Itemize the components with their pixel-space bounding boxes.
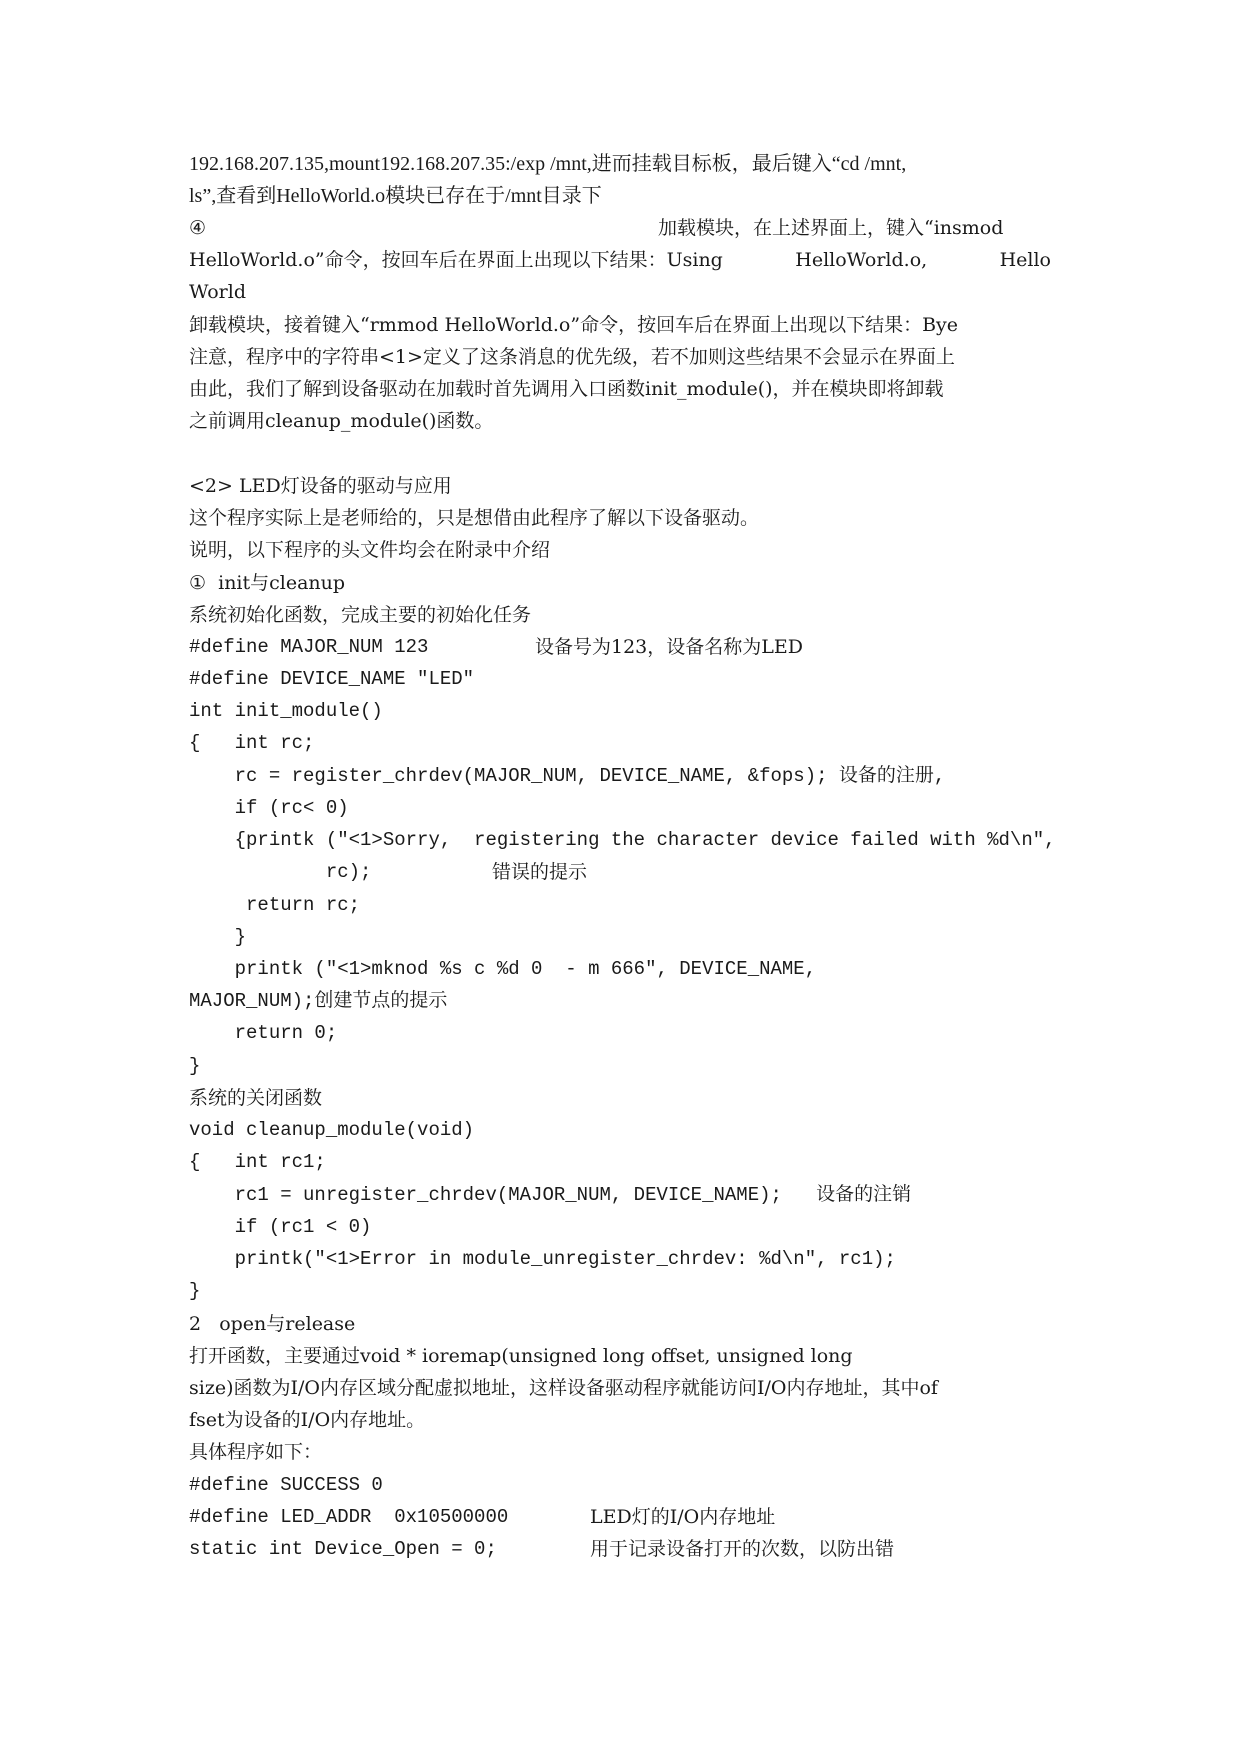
text-line: 打开函数，主要通过void * ioremap(unsigned long offset, unsigned long (189, 1345, 853, 1367)
circled-number-4: ④ (189, 217, 207, 239)
text-line: 192.168.207.135,mount192.168.207.35:/exp /mnt,进而挂载目标板，最后键入“cd /mnt, (189, 153, 907, 175)
code-line: #define MAJOR_NUM 123 (189, 636, 429, 658)
text-line: 由此，我们了解到设备驱动在加载时首先调用入口函数init_module()，并在模块即将卸载 (189, 378, 944, 400)
code-line: static int Device_Open = 0; (189, 1538, 497, 1560)
text-segment: HelloWorld.o, (795, 249, 928, 271)
text-line: 注意，程序中的字符串<1>定义了这条消息的优先级，若不加则这些结果不会显示在界面上 (189, 346, 955, 368)
code-line: #define LED_ADDR 0x10500000 (189, 1506, 509, 1528)
code-line: return 0; (189, 1022, 338, 1044)
text-line: 之前调用cleanup_module()函数。 (189, 410, 494, 432)
code-line: return rc; (189, 894, 361, 916)
code-line: if (rc1 < 0) (189, 1216, 372, 1238)
text-line: World (189, 281, 246, 303)
code-line: void cleanup_module(void) (189, 1119, 475, 1141)
text-segment: HelloWorld.o”命令，按回车后在界面上出现以下结果：Using (189, 249, 723, 271)
code-line: MAJOR_NUM);创建节点的提示 (189, 990, 448, 1012)
code-comment: LED灯的I/O内存地址 (590, 1506, 776, 1528)
text-line: 具体程序如下： (189, 1441, 323, 1463)
code-line: {printk ("<1>Sorry, registering the character device failed with %d\n", (189, 829, 1056, 851)
code-comment: 错误的提示 (492, 861, 588, 883)
code-line: rc = register_chrdev(MAJOR_NUM, DEVICE_NAME, &fops); 设备的注册, (189, 765, 946, 787)
code-comment: 设备号为123，设备名称为LED (535, 636, 803, 658)
code-line: } (189, 1280, 201, 1302)
text-line: size)函数为I/O内存区域分配虚拟地址，这样设备驱动程序就能访问I/O内存地址，其中of (189, 1377, 938, 1399)
code-line: #define SUCCESS 0 (189, 1474, 383, 1496)
text-line: 说明，以下程序的头文件均会在附录中介绍 (189, 539, 551, 561)
code-line: int init_module() (189, 700, 383, 722)
text-segment: Hello (999, 249, 1051, 271)
code-line: { int rc; (189, 732, 315, 754)
text-line: fset为设备的I/O内存地址。 (189, 1409, 426, 1431)
code-line: { int rc1; (189, 1151, 326, 1173)
code-line: } (189, 926, 247, 948)
code-line: if (rc< 0) (189, 797, 349, 819)
subsection-heading: ① init与cleanup (189, 572, 346, 594)
code-line: } (189, 1055, 201, 1077)
code-line: printk("<1>Error in module_unregister_chrdev: %d\n", rc1); (189, 1248, 896, 1270)
text-line: 卸载模块，接着键入“rmmod HelloWorld.o”命令，按回车后在界面上出现以下结果：Bye (189, 314, 959, 336)
code-line: printk ("<1>mknod %s c %d 0 - m 666", DEVICE_NAME, (189, 958, 817, 980)
code-line: #define DEVICE_NAME "LED" (189, 668, 475, 690)
text-line: 这个程序实际上是老师给的，只是想借由此程序了解以下设备驱动。 (189, 507, 760, 529)
text-line: 加载模块，在上述界面上，键入“insmod (658, 217, 1004, 239)
subsection-heading: 2 open与release (189, 1313, 356, 1335)
code-line: rc); (189, 861, 372, 883)
text-line-justified (189, 248, 1051, 272)
section-heading: <2> LED灯设备的驱动与应用 (189, 475, 452, 497)
code-comment: 用于记录设备打开的次数，以防出错 (590, 1538, 895, 1560)
text-line: 系统初始化函数，完成主要的初始化任务 (189, 604, 532, 626)
text-line: ls”,查看到HelloWorld.o模块已存在于/mnt目录下 (189, 185, 602, 207)
code-line: rc1 = unregister_chrdev(MAJOR_NUM, DEVICE_NAME); 设备的注销 (189, 1184, 912, 1206)
text-line: 系统的关闭函数 (189, 1087, 323, 1109)
